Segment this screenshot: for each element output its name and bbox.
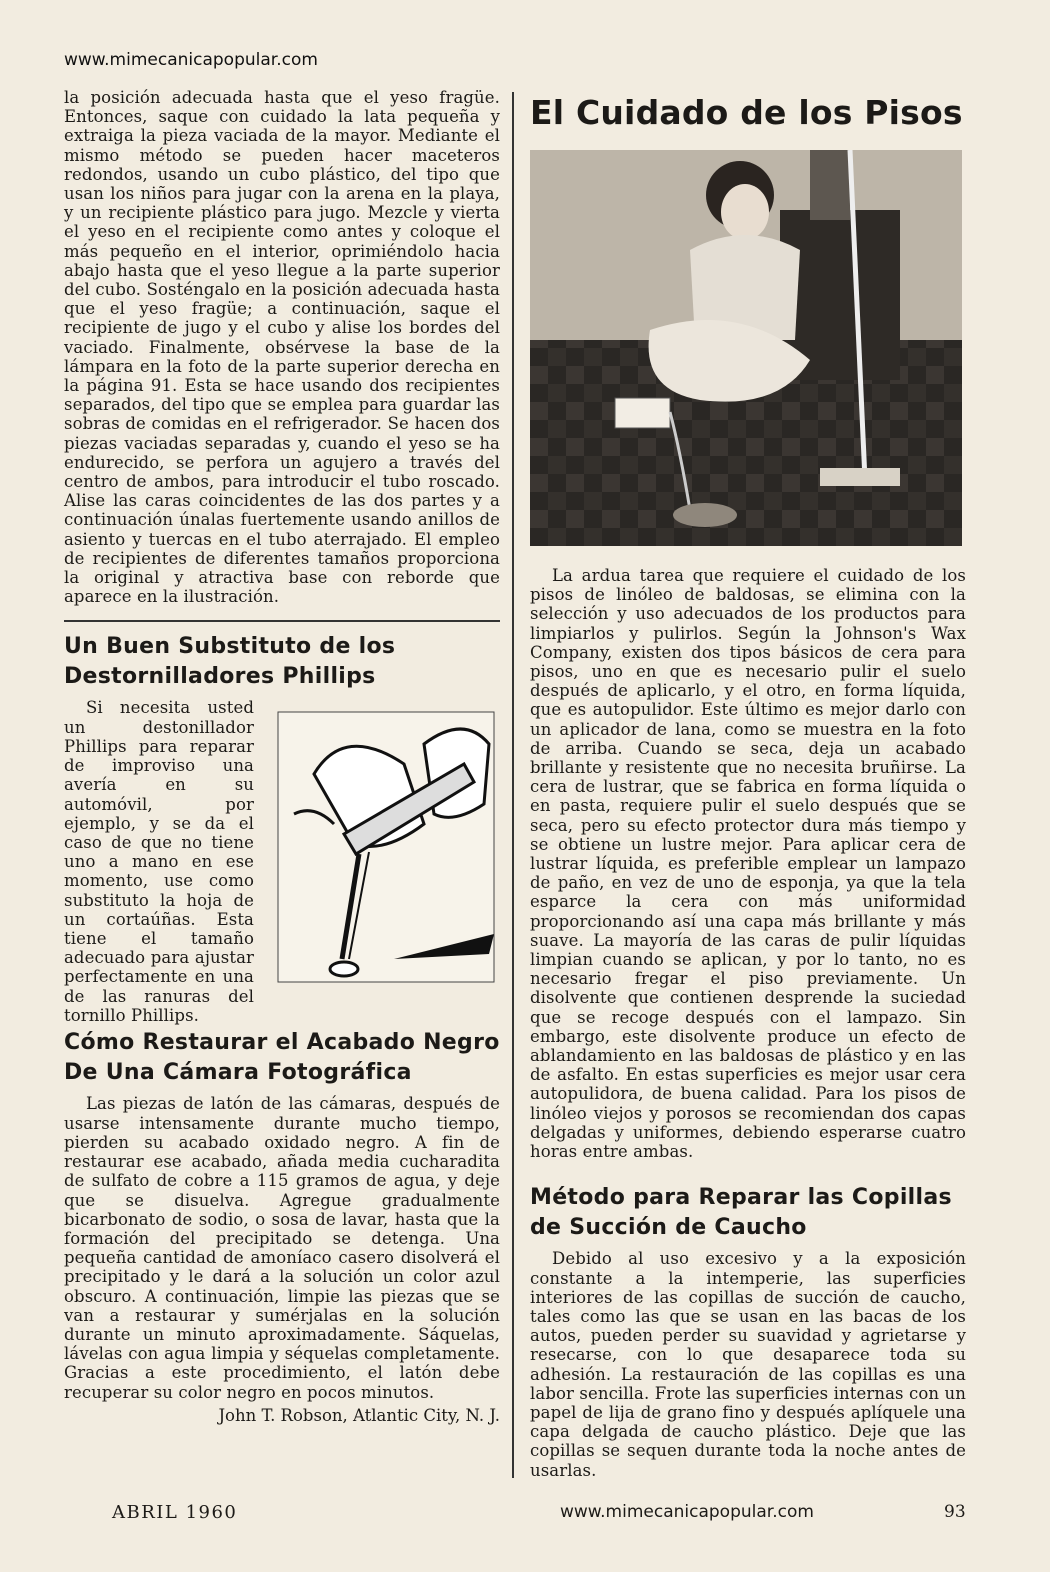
right-column [530,88,966,1480]
section-divider [64,620,500,622]
camera-title: Cómo Restaurar el Acabado Negro De Una Cámara Fotográfica [64,1030,500,1086]
woman-waxing-floor-photo [530,150,962,546]
suction-paragraph: Debido al uso excesivo y a la exposición constante a la intemperie, las superficies interiores de las copillas de succión de caucho, tales como las que se usan en las bacas de los autos, pueden perder su suavidad y agrietarse y resecarse, con lo que desaparece toda su adhesión. La restauración de las copillas es una labor sencilla. Frote las superficies internas con un papel de lija de grano fino y después aplíquele una capa delgada de caucho plástico. Deje que las copillas se sequen durante toda la noche antes de usarlas. [530,1249,966,1480]
camera-paragraph: Las piezas de latón de las cámaras, después de usarse intensamente durante mucho tiempo, pierden su acabado oxidado negro. A fin de restaurar ese acabado, añada media cucharadita de sulfato de cobre a 115 gramos de agua, y deje que se disuelva. Agregue gradualmente bicarbonato de sodio, o sosa de lavar, hasta que la formación del precipitado se detenga. Una pequeña cantidad de amoníaco casero disolverá el precipitado y le dará a la solución un color azul obscuro. A continuación, limpie las piezas que se van a restaurar y sumérjalas en la solución durante un minuto aproximadamente. Sáquelas, lávelas con agua limpia y séquelas completamente. Gracias a este procedimiento, el latón debe recuperar su color negro en pocos minutos. [64,1094,500,1402]
footer-url: www.mimecanicapopular.com [560,1502,814,1522]
left-column [64,88,500,1425]
page-number: 93 [944,1502,966,1522]
article-title: El Cuidado de los Pisos [530,93,963,132]
suction-title: Método para Reparar las Copillas de Succión de Caucho [530,1185,952,1241]
header-url: www.mimecanicapopular.com [64,50,318,70]
footer-date: ABRIL 1960 [112,1502,238,1523]
phillips-section [64,698,500,1028]
nail-clipper-illustration [274,704,504,1004]
camera-signature: John T. Robson, Atlantic City, N. J. [218,1405,500,1425]
intro-paragraph: la posición adecuada hasta que el yeso fragüe. Entonces, saque con cuidado la lata pequeña y extraiga la pieza vaciada de la mayor. Mediante el mismo método se pueden hacer maceteros redondos, usando un cubo plástico, del tipo que usan los niños para jugar con la arena en la playa, y un recipiente plástico para jugo. Mezcle y vierta el yeso en el recipiente como antes y coloque el más pequeño en el interior, oprimiéndolo hacia abajo hasta que el yeso llegue a la parte superior del cubo. Sosténgalo en la posición adecuada hasta que el yeso fragüe; a continuación, saque el recipiente de jugo y el cubo y alise los bordes del vaciado. Finalmente, obsérvese la base de la lámpara en la foto de la parte superior derecha en la página 91. Esta se hace usando dos recipientes separados, del tipo que se emplea para guardar las sobras de comidas en el refrigerador. Se hacen dos piezas vaciadas separadas y, cuando el yeso se ha endurecido, se perfora un agujero a través del centro de ambos, para introducir el tubo roscado. Alise las caras coincidentes de las dos partes y a continuación únalas fuertemente usando anillos de asiento y tuercas en el tubo aterrajado. El empleo de recipientes de diferentes tamaños proporciona la original y atractiva base con reborde que aparece en la ilustración. [64,88,500,607]
column-divider [512,92,514,1478]
floors-paragraph: La ardua tarea que requiere el cuidado de los pisos de linóleo de baldosas, se elimina con la selección y uso adecuados de los productos para limpiarlos y pulirlos. Según la Johnson's Wax Company, existen dos tipos básicos de cera para pisos, uno en que es necesario pulir el suelo después de aplicarlo, y el otro, en forma líquida, que es autopulidor. Este último es mejor darlo con un aplicador de lana, como se muestra en la foto de arriba. Cuando se seca, deja un acabado brillante y resistente que no necesita bruñirse. La cera de lustrar, que se fabrica en forma líquida o en pasta, requiere pulir el suelo después que se seca, pero su efecto protector dura más tiempo y se obtiene un lustre mejor. Para aplicar cera de lustrar líquida, es preferible emplear un lampazo de paño, en vez de uno de esponja, ya que la tela esparce la cera con más uniformidad proporcionando así una capa más brillante y más suave. La mayoría de las caras de pulir líquidas limpian cuando se aplican, y por lo tanto, no es necesario fregar el piso previamente. Un disolvente que contienen desprende la suciedad que se recoge después con el lampazo. Sin embargo, este disolvente produce un efecto de ablandamiento en las baldosas de plástico y en las de asfalto. En estas superficies es mejor usar cera autopulidora, de buena calidad. Para los pisos de linóleo viejos y porosos se recomiendan dos capas delgadas y uniformes, debiendo esperarse cuatro horas entre ambas. [530,566,966,1162]
phillips-paragraph: Si necesita usted un destonillador Phillips para reparar de improviso una avería en su automóvil, por ejemplo, y se da el caso de que no tiene uno a mano en ese momento, use como substituto la hoja de un cortaúñas. Esta tiene el tamaño adecuado para ajustar perfectamente en una de las ranuras del tornillo Phillips. [64,698,254,1025]
phillips-title: Un Buen Substituto de los Destornilladores Phillips [64,634,396,690]
